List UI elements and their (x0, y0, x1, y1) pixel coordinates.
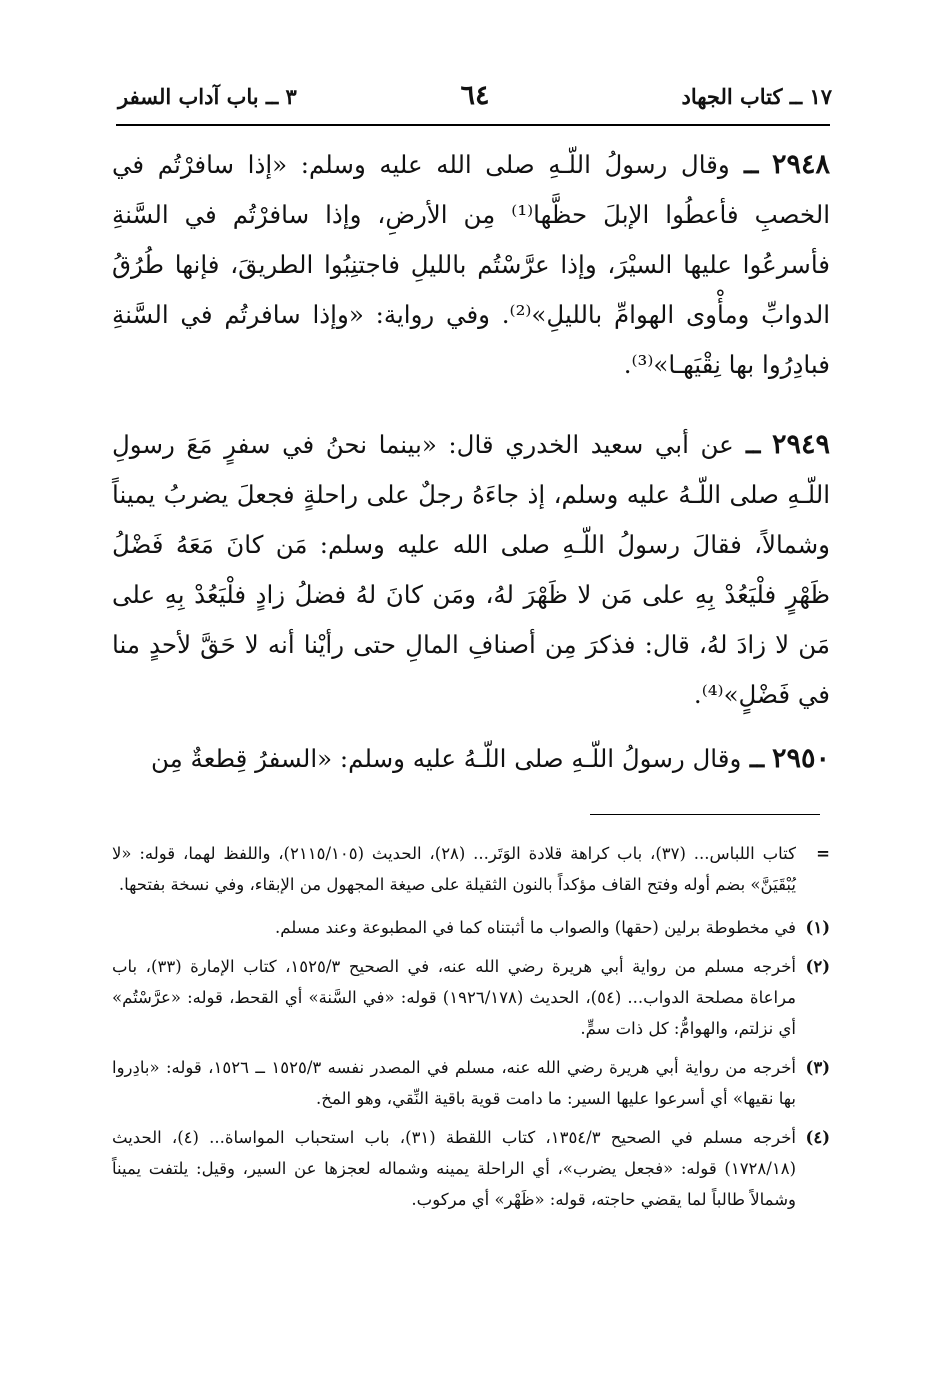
section-title: ٣ ــ باب آداب السفر (118, 84, 297, 109)
page-number: ٦٤ (460, 80, 490, 111)
main-text (112, 140, 830, 784)
footnote-marker: (٤) (805, 1128, 830, 1147)
hadith-number: ٢٩٤٨ (772, 149, 831, 180)
page-header (118, 80, 832, 122)
hadith-2948 (112, 140, 830, 390)
header-divider (116, 124, 830, 126)
footnote-continuation (112, 838, 830, 900)
hadith-dash: ــ (729, 150, 759, 179)
footnote-text: كتاب اللباس... (٣٧)، باب كراهة قلادة الوَتَر... (٢٨)، الحديث (٢١١٥/١٠٥)، واللفظ لهما، قوله: «لا يُبْقَيَنَّ» بضم أوله وفتح القاف مؤكداً بالنون الثقيلة على صيغة المجهول من الإبقاء، وفي نسخة بفتحها. (112, 844, 796, 894)
hadith-number: ٢٩٤٩ (771, 429, 830, 460)
footnote-text: في مخطوطة برلين (حقها) والصواب ما أثبتناه كما في المطبوعة وعند مسلم. (275, 918, 796, 937)
footnote-marker: = (816, 844, 830, 863)
chapter-title: ١٧ ــ كتاب الجهاد (681, 84, 832, 109)
hadith-dash: ــ (733, 430, 761, 459)
footnote-4 (112, 1122, 830, 1215)
footnote-text: أخرجه مسلم من رواية أبي هريرة رضي الله عنه، في الصحيح ١٥٢٥/٣، كتاب الإمارة (٣٣)، باب مراعاة مصلحة الدواب... (٥٤)، الحديث (١٩٢٦/١٧٨) قوله: «في السَّنة» أي القحط، قوله: «عرَّسْتُم» أي نزلتم، والهوامُّ: كل ذات سمٍّ. (112, 957, 796, 1038)
hadith-number: ٢٩٥٠ (771, 743, 830, 774)
footnote-1 (112, 912, 830, 943)
footnote-divider (590, 814, 820, 815)
footnote-3 (112, 1052, 830, 1114)
hadith-2949 (112, 420, 830, 720)
hadith-2950 (112, 734, 830, 784)
footnote-marker: (٢) (805, 957, 830, 976)
footnote-text: أخرجه من رواية أبي هريرة رضي الله عنه، مسلم في المصدر نفسه ١٥٢٥/٣ ــ ١٥٢٦، قوله: «بادِروا بها نقيها» أي أسرعوا عليها السير: ما دامت قوية باقية النِّقي، وهو المخ. (112, 1058, 796, 1108)
hadith-text: عن أبي سعيد الخدري قال: «بينما نحنُ في سفرٍ مَعَ رسولِ اللّـهِ صلى اللّـهُ عليه وسلم، إذ جاءَهُ رجلٌ على راحلةٍ فجعلَ يضربُ يميناً وشمالاً، فقالَ رسولُ اللّـهِ صلى الله عليه وسلم: مَن كانَ مَعَهُ فَضْلُ ظَهْرٍ فلْيَعُدْ بِهِ على مَن لا ظَهْرَ لهُ، ومَن كانَ لهُ فضلُ زادٍ فلْيَعُدْ بِهِ على مَن لا زادَ لهُ، قال: فذكرَ مِن أصنافِ المالِ حتى رأيْنا أنه لا حَقَّ لأحدٍ منا في فَضْلٍ»⁽⁴⁾. (112, 430, 830, 709)
hadith-text: وقال رسولُ اللّـهِ صلى الله عليه وسلم: «إذا سافرْتُم في الخصبِ فأعطُوا الإبلَ حظَّها⁽¹⁾ مِن الأرضِ، وإذا سافرْتُم في السَّنةِ فأسرعُوا عليها السيْرَ، وإذا عرَّسْتُم بالليلِ فاجتنِبُوا الطريقَ، فإنها طُرُقُ الدوابِّ ومأْوى الهوامِّ بالليلِ»⁽²⁾. وفي رواية: «وإذا سافرتُم في السَّنةِ فبادِرُوا بها نِقْيَهـا»⁽³⁾. (112, 150, 831, 379)
footnotes (112, 838, 830, 1223)
hadith-text: وقال رسولُ اللّـهِ صلى اللّـهُ عليه وسلم: «السفرُ قِطعةٌ مِن (151, 744, 742, 773)
footnote-text: أخرجه مسلم في الصحيح ١٣٥٤/٣، كتاب اللقطة (٣١)، باب استحباب المواساة... (٤)، الحديث (١٧٢٨/١٨) قوله: «فجعل يضرب»، أي الراحلة يمينه وشماله لعجزها عن السير، وقيل: يلتفت يميناً وشمالاً طالباً لما يقضي حاجته، قوله: «ظَهْر» أي مركوب. (112, 1128, 796, 1209)
footnote-marker: (١) (805, 918, 830, 937)
footnote-2 (112, 951, 830, 1044)
hadith-dash: ــ (741, 744, 765, 773)
footnote-marker: (٣) (805, 1058, 830, 1077)
